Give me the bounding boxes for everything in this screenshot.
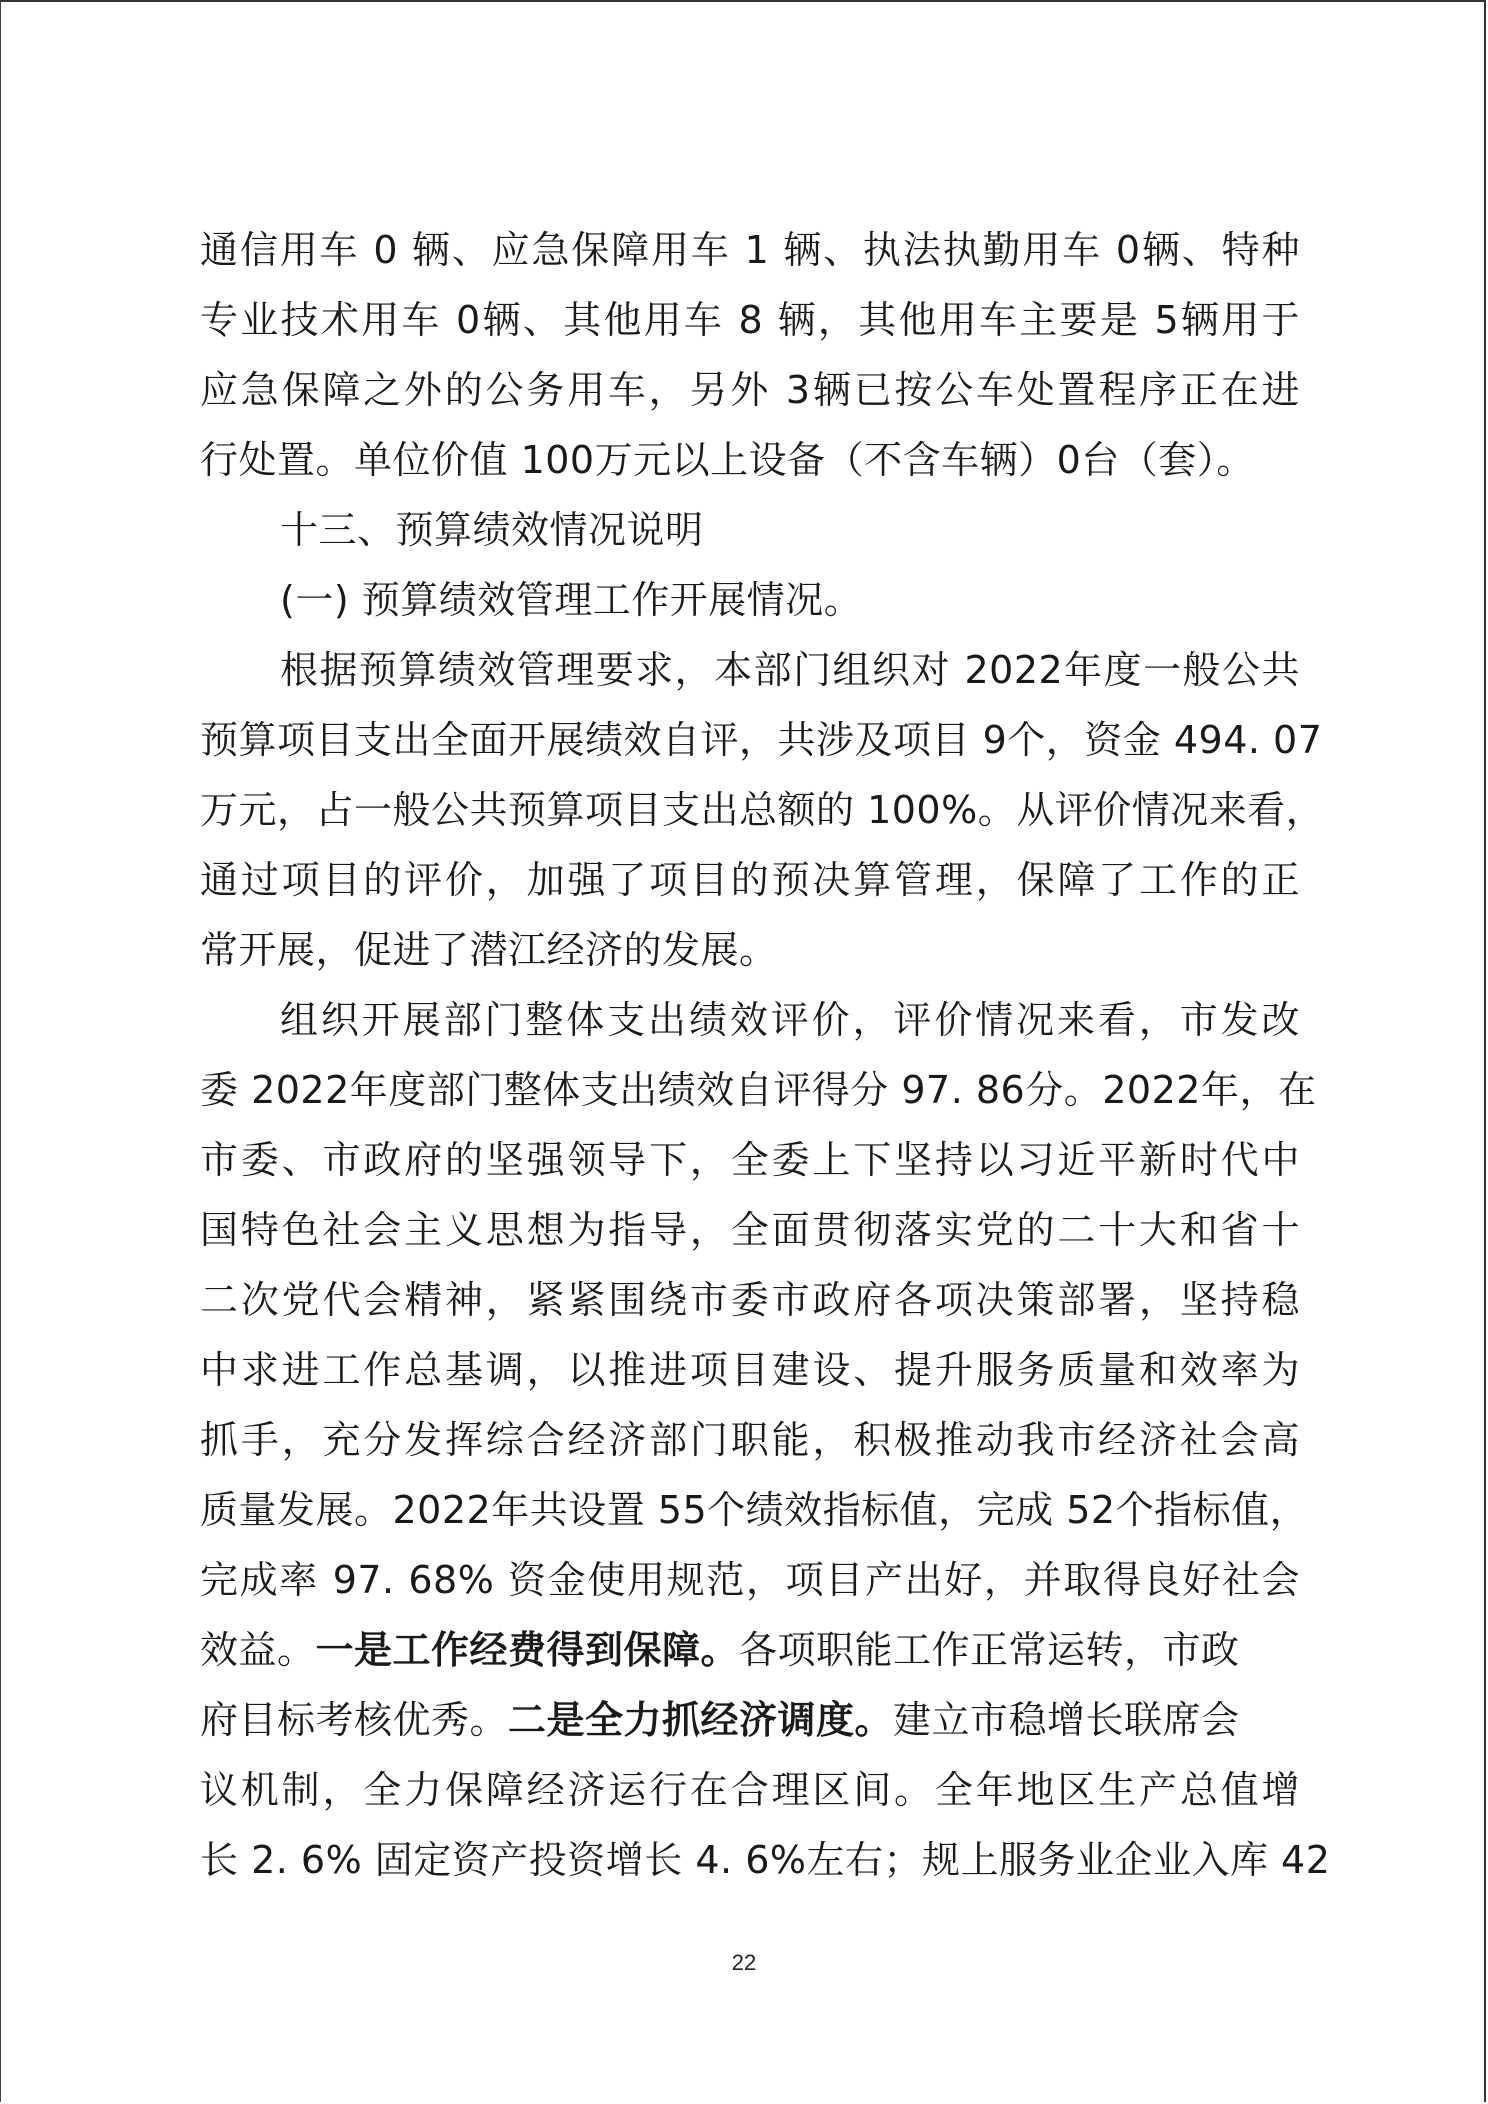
paragraph-line: 议机制，全力保障经济运行在合理区间。全年地区生产总值增 <box>200 1768 1300 1812</box>
paragraph-line: 完成率 97. 68% 资金使用规范，项目产出好，并取得良好社会 <box>200 1558 1300 1602</box>
paragraph-line: 通过项目的评价，加强了项目的预决算管理，保障了工作的正 <box>200 858 1300 902</box>
paragraph-line: 应急保障之外的公务用车，另外 3辆已按公车处置程序正在进 <box>200 368 1300 412</box>
text-run: 效益。 <box>200 1628 316 1672</box>
paragraph-line: 二次党代会精神，紧紧围绕市委市政府各项决策部署，坚持稳 <box>200 1278 1300 1322</box>
text-run: 各项职能工作正常运转，市政 <box>739 1628 1240 1672</box>
paragraph-line: 长 2. 6% 固定资产投资增长 4. 6%左右；规上服务业企业入库 42 <box>200 1838 1331 1882</box>
subsection-heading: (一) 预算绩效管理工作开展情况。 <box>280 578 863 622</box>
text-run: 府目标考核优秀。 <box>200 1698 509 1742</box>
paragraph-line: 预算项目支出全面开展绩效自评，共涉及项目 9个，资金 494. 07 <box>200 718 1323 762</box>
bold-heading-run: 一是工作经费得到保障。 <box>315 1628 740 1672</box>
paragraph-line: 市委、市政府的坚强领导下，全委上下坚持以习近平新时代中 <box>200 1138 1300 1182</box>
paragraph-line: 专业技术用车 0辆、其他用车 8 辆，其他用车主要是 5辆用于 <box>200 298 1300 342</box>
paragraph-line: 国特色社会主义思想为指导，全面贯彻落实党的二十大和省十 <box>200 1208 1300 1252</box>
paragraph-line: 质量发展。2022年共设置 55个绩效指标值，完成 52个指标值， <box>200 1488 1309 1532</box>
section-heading: 十三、预算绩效情况说明 <box>280 508 704 552</box>
bold-heading-run: 二是全力抓经济调度。 <box>508 1698 894 1742</box>
document-body <box>200 215 1331 1895</box>
paragraph-line: 根据预算绩效管理要求，本部门组织对 2022年度一般公共 <box>280 648 1300 692</box>
paragraph-line-mixed <box>200 1685 1300 1755</box>
paragraph-line: 抓手，充分发挥综合经济部门职能，积极推动我市经济社会高 <box>200 1418 1300 1462</box>
paragraph-line: 委 2022年度部门整体支出绩效自评得分 97. 86分。2022年，在 <box>200 1068 1317 1112</box>
text-run: 建立市稳增长联席会 <box>893 1698 1240 1742</box>
paragraph-line-mixed <box>200 1615 1300 1685</box>
paragraph-line: 组织开展部门整体支出绩效评价，评价情况来看，市发改 <box>280 998 1300 1042</box>
paragraph-line: 万元，占一般公共预算项目支出总额的 100%。从评价情况来看， <box>200 788 1325 832</box>
page-number: 22 <box>731 1950 757 1975</box>
paragraph-line: 中求进工作总基调，以推进项目建设、提升服务质量和效率为 <box>200 1348 1300 1392</box>
paragraph-line: 通信用车 0 辆、应急保障用车 1 辆、执法执勤用车 0辆、特种 <box>200 228 1300 272</box>
paragraph-line: 常开展，促进了潜江经济的发展。 <box>200 928 778 972</box>
paragraph-line: 行处置。单位价值 100万元以上设备（不含车辆）0台（套）。 <box>200 438 1255 482</box>
